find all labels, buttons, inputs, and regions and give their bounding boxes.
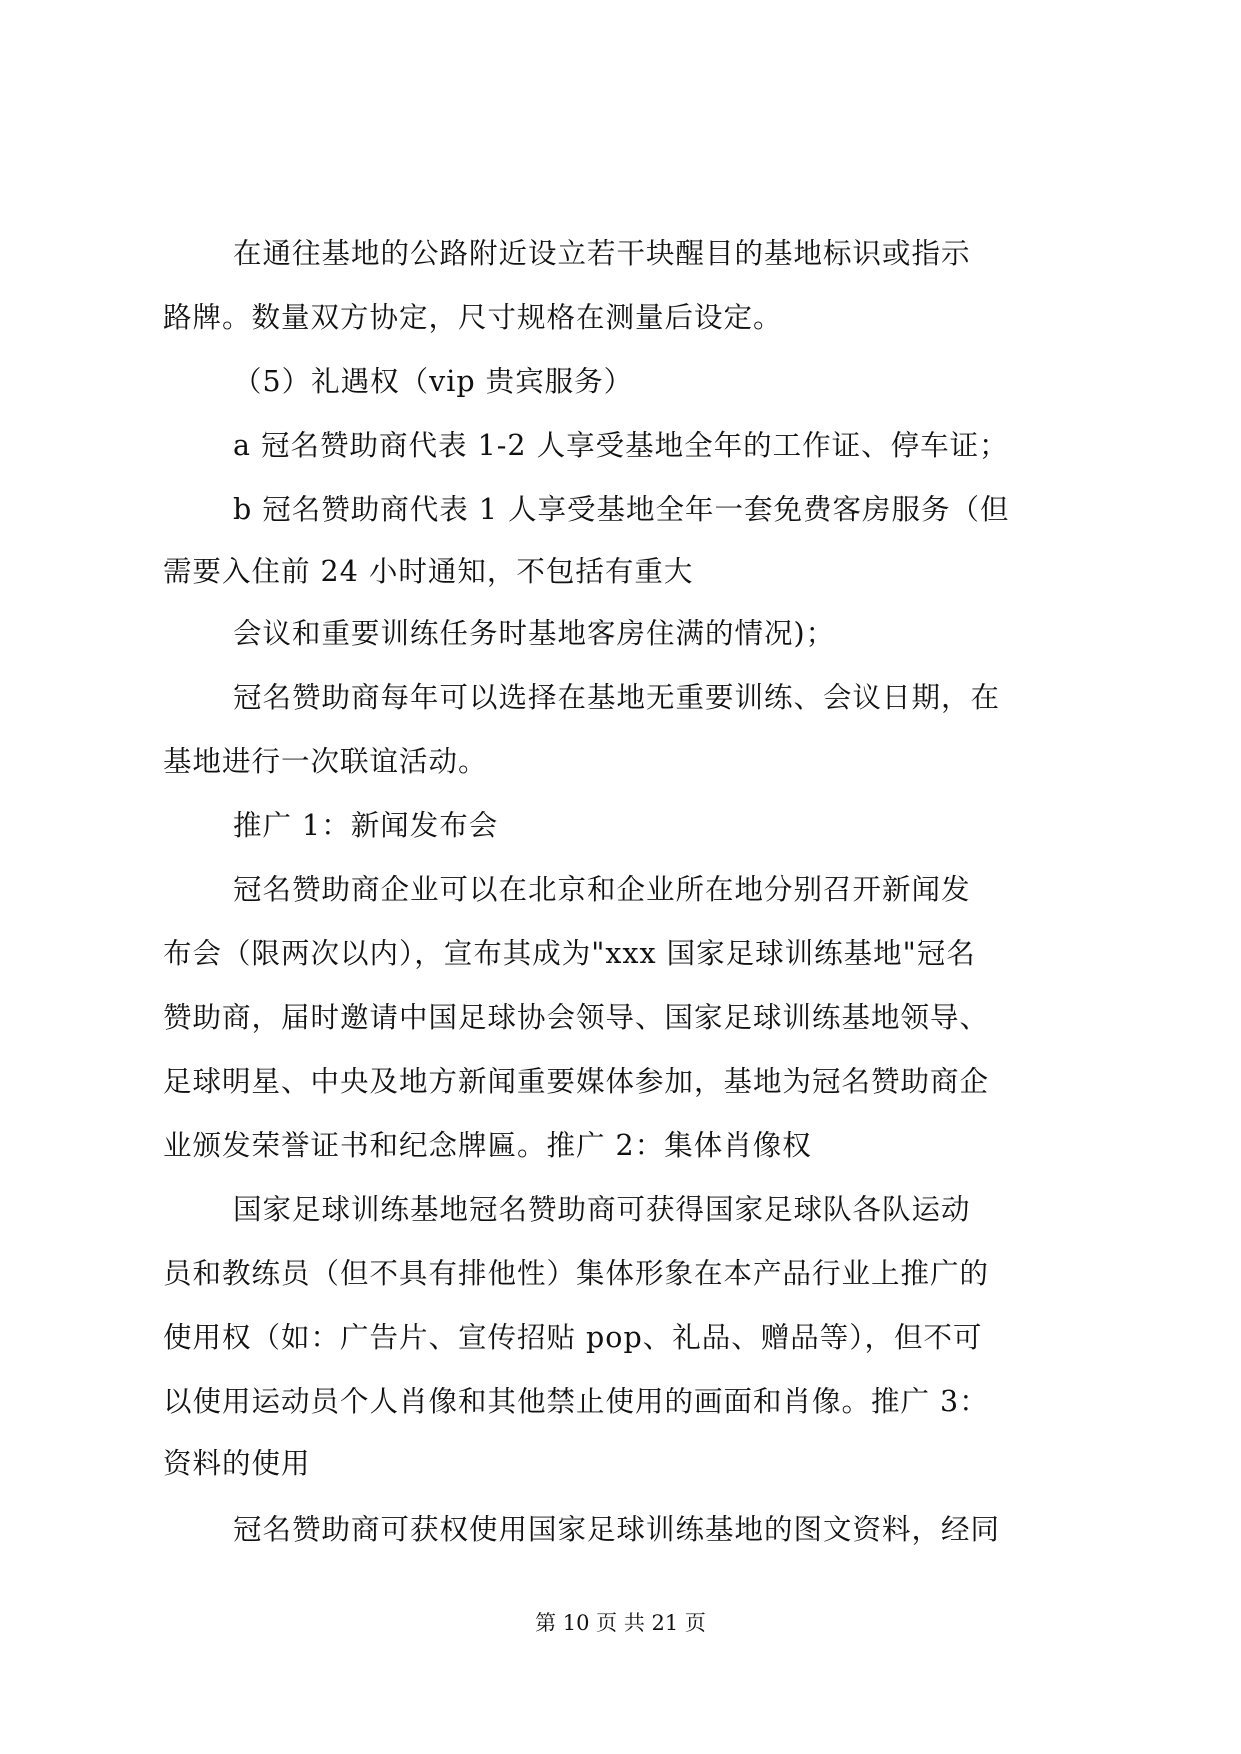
text-line: 基地进行一次联谊活动。 <box>163 745 488 778</box>
text-line: 布会（限两次以内），宣布其成为"xxx 国家足球训练基地"冠名 <box>163 937 976 970</box>
text-line: 推广 1：新闻发布会 <box>233 809 499 842</box>
text-line: 需要入住前 24 小时通知，不包括有重大 <box>163 555 694 588</box>
text-line: 以使用运动员个人肖像和其他禁止使用的画面和肖像。推广 3： <box>163 1385 989 1418</box>
text-line: 国家足球训练基地冠名赞助商可获得国家足球队各队运动 <box>233 1193 971 1226</box>
text-line: 冠名赞助商可获权使用国家足球训练基地的图文资料，经同 <box>233 1513 1001 1546</box>
page-number-footer: 第 10 页 共 21 页 <box>535 1611 706 1635</box>
text-line: 资料的使用 <box>163 1447 311 1480</box>
text-line: 路牌。数量双方协定，尺寸规格在测量后设定。 <box>163 301 783 334</box>
text-line: （5）礼遇权（vip 贵宾服务） <box>233 365 634 398</box>
text-line: 足球明星、中央及地方新闻重要媒体参加，基地为冠名赞助商企 <box>163 1065 990 1098</box>
text-line: 员和教练员（但不具有排他性）集体形象在本产品行业上推广的 <box>163 1257 990 1290</box>
text-line: 使用权（如：广告片、宣传招贴 pop、礼品、赠品等），但不可 <box>163 1321 983 1354</box>
text-line: 业颁发荣誉证书和纪念牌匾。推广 2：集体肖像权 <box>163 1129 812 1162</box>
text-line: b 冠名赞助商代表 1 人享受基地全年一套免费客房服务（但 <box>233 493 1010 526</box>
text-line: 赞助商，届时邀请中国足球协会领导、国家足球训练基地领导、 <box>163 1001 990 1034</box>
text-line: 冠名赞助商每年可以选择在基地无重要训练、会议日期，在 <box>233 681 1001 714</box>
text-line: a 冠名赞助商代表 1-2 人享受基地全年的工作证、停车证； <box>233 429 1009 462</box>
text-line: 冠名赞助商企业可以在北京和企业所在地分别召开新闻发 <box>233 873 971 906</box>
text-line: 在通往基地的公路附近设立若干块醒目的基地标识或指示 <box>233 237 971 270</box>
text-line: 会议和重要训练任务时基地客房住满的情况)； <box>233 617 836 650</box>
